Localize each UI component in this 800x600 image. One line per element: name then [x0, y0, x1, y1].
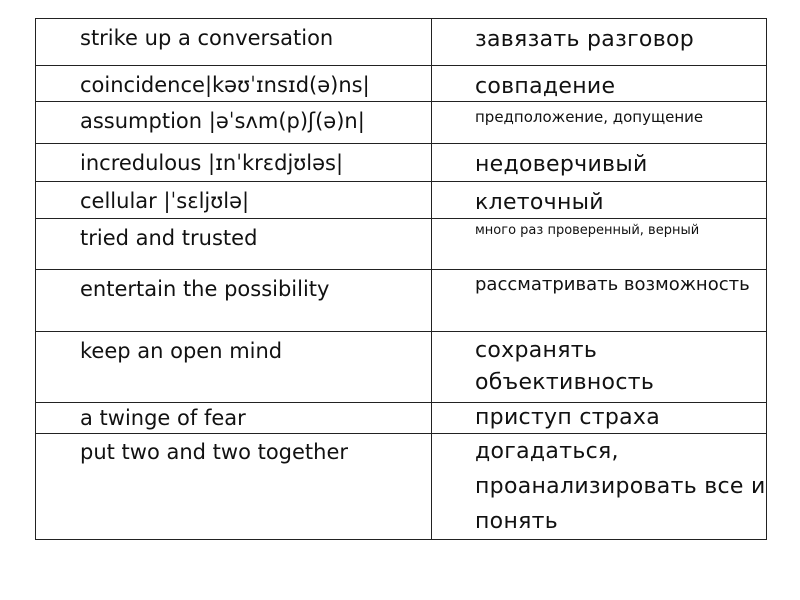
english-term: coincidence|kəʊˈɪnsɪd(ə)ns|	[80, 73, 370, 97]
table-row	[36, 144, 767, 182]
russian-translation: клеточный	[475, 190, 604, 215]
english-term: strike up a conversation	[80, 26, 334, 50]
english-term-cell	[36, 182, 432, 219]
russian-translation-cell	[432, 19, 767, 66]
russian-translation: много раз проверенный, верный	[475, 223, 700, 238]
russian-translation: недоверчивый	[475, 152, 648, 177]
english-term-cell	[36, 66, 432, 102]
english-term-cell	[36, 270, 432, 332]
table-row	[36, 403, 767, 434]
russian-translation: сохранять объективность	[475, 338, 655, 395]
table-row	[36, 270, 767, 332]
table-row	[36, 19, 767, 66]
table-row	[36, 332, 767, 403]
table-row	[36, 434, 767, 540]
english-term: cellular |ˈsɛljʊlə|	[80, 189, 250, 213]
russian-translation: догадаться, проанализировать все и понять	[475, 439, 766, 534]
russian-translation-cell	[432, 270, 767, 332]
english-term-cell	[36, 332, 432, 403]
russian-translation: совпадение	[475, 74, 616, 99]
russian-translation: завязать разговор	[475, 27, 694, 52]
table-row	[36, 66, 767, 102]
english-term-cell	[36, 434, 432, 540]
table-row	[36, 219, 767, 270]
english-term-cell	[36, 102, 432, 144]
table-row	[36, 182, 767, 219]
english-term: tried and trusted	[80, 226, 258, 250]
english-term: entertain the possibility	[80, 277, 330, 301]
russian-translation-cell	[432, 102, 767, 144]
russian-translation-cell	[432, 66, 767, 102]
russian-translation: рассматривать возможность	[475, 274, 750, 295]
russian-translation-cell	[432, 403, 767, 434]
russian-translation-cell	[432, 144, 767, 182]
russian-translation-cell	[432, 182, 767, 219]
english-term: keep an open mind	[80, 339, 283, 363]
english-term-cell	[36, 144, 432, 182]
table-row	[36, 102, 767, 144]
russian-translation-cell	[432, 219, 767, 270]
english-term-cell	[36, 219, 432, 270]
english-term: put two and two together	[80, 440, 349, 464]
english-term-cell	[36, 19, 432, 66]
english-term: incredulous |ɪnˈkrɛdjʊləs|	[80, 151, 344, 175]
russian-translation: приступ страха	[475, 405, 661, 430]
vocabulary-table	[35, 18, 767, 540]
english-term: a twinge of fear	[80, 406, 246, 430]
russian-translation-cell	[432, 332, 767, 403]
english-term-cell	[36, 403, 432, 434]
russian-translation-cell	[432, 434, 767, 540]
russian-translation: предположение, допущение	[475, 108, 704, 126]
english-term: assumption |əˈsʌm(p)ʃ(ə)n|	[80, 109, 365, 133]
